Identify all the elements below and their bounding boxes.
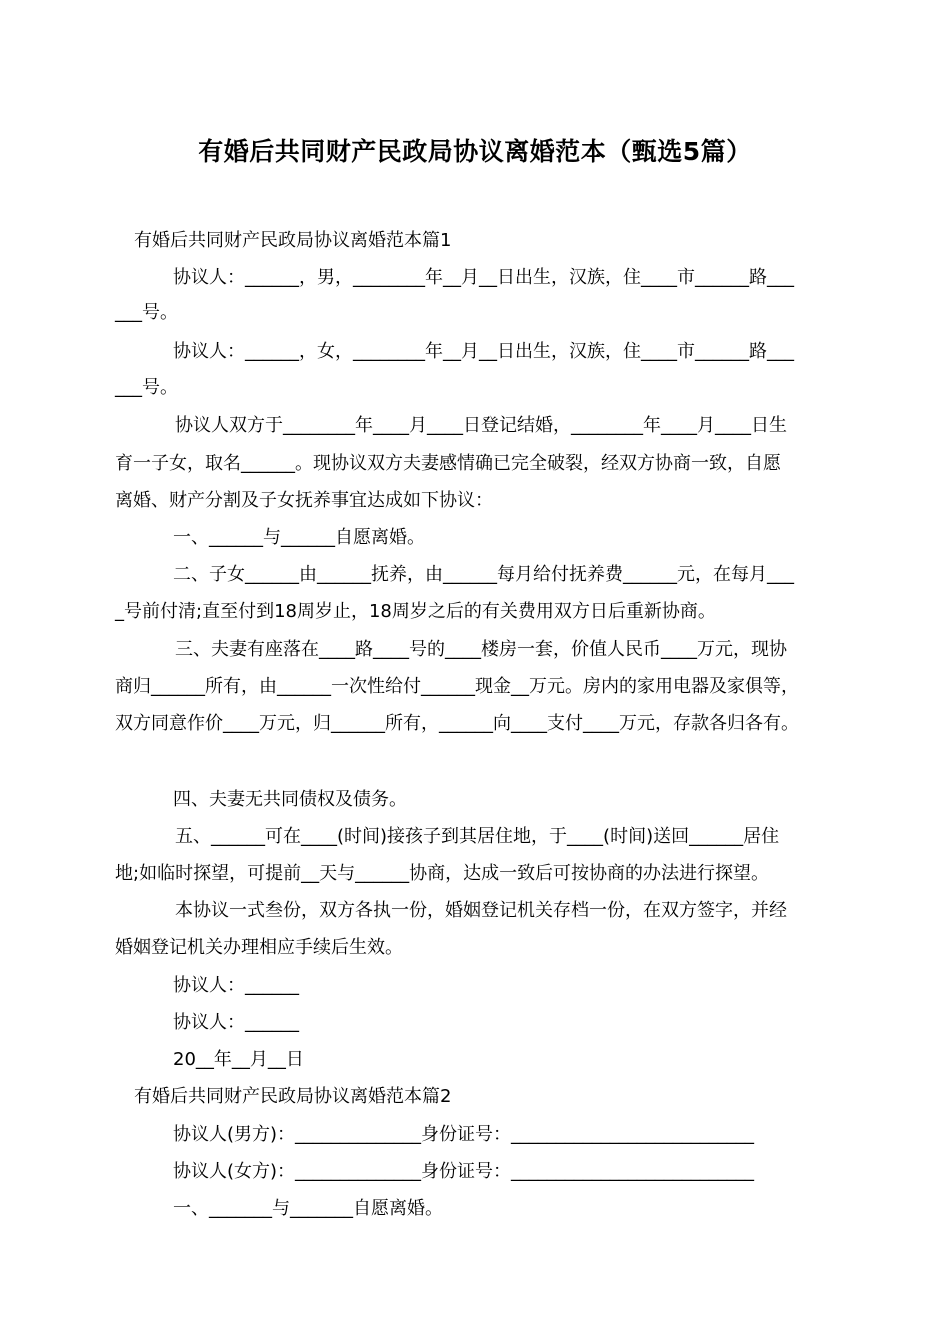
paragraph-line: 协议人：______，女，________年__月__日出生，汉族，住____市______路___ <box>173 341 794 362</box>
paragraph-line: ___号。 <box>115 302 178 323</box>
paragraph-line: 本协议一式叁份，双方各执一份，婚姻登记机关存档一份，在双方签字，并经 <box>175 900 787 921</box>
paragraph-line: 协议人双方于________年____月____日登记结婚，________年____月____日生 <box>175 415 787 436</box>
paragraph-line: 四、夫妻无共同债权及债务。 <box>173 789 407 810</box>
paragraph-line: ___号。 <box>115 377 178 398</box>
paragraph-line: 协议人：______，男，________年__月__日出生，汉族，住____市______路___ <box>173 267 794 288</box>
paragraph-line: 协议人(男方)：______________身份证号：___________________________ <box>173 1124 755 1145</box>
section-heading-1: 有婚后共同财产民政局协议离婚范本篇1 <box>134 230 452 251</box>
paragraph-line: 三、夫妻有座落在____路____号的____楼房一套，价值人民币____万元，现协 <box>175 639 787 660</box>
paragraph-line: 五、______可在____(时间)接孩子到其居住地，于____(时间)送回______居住 <box>175 826 780 847</box>
paragraph-line: 一、______与______自愿离婚。 <box>173 527 425 548</box>
paragraph-line: 育一子女，取名______。现协议双方夫妻感情确已完全破裂，经双方协商一致，自愿 <box>115 453 781 474</box>
paragraph-line: 协议人(女方)：______________身份证号：___________________________ <box>173 1161 755 1182</box>
paragraph-line: 地;如临时探望，可提前__天与______协商，达成一致后可按协商的办法进行探望。 <box>115 863 770 884</box>
paragraph-line: _号前付清;直至付到18周岁止，18周岁之后的有关费用双方日后重新协商。 <box>115 601 716 622</box>
signature-line: 协议人：______ <box>173 1012 299 1033</box>
date-line: 20__年__月__日 <box>173 1049 304 1070</box>
paragraph-line: 离婚、财产分割及子女抚养事宜达成如下协议： <box>115 490 493 511</box>
signature-line: 协议人：______ <box>173 975 299 996</box>
paragraph-line: 婚姻登记机关办理相应手续后生效。 <box>115 937 403 958</box>
paragraph-line: 商归______所有，由______一次性给付______现金__万元。房内的家用电器及家俱等， <box>115 676 799 697</box>
section-heading-2: 有婚后共同财产民政局协议离婚范本篇2 <box>134 1086 452 1107</box>
paragraph-line: 双方同意作价____万元，归______所有，______向____支付____万元，存款各归各有。 <box>115 713 799 734</box>
document-title: 有婚后共同财产民政局协议离婚范本（甄选5篇） <box>198 137 752 166</box>
paragraph-line: 二、子女______由______抚养，由______每月给付抚养费______元，在每月___ <box>173 564 794 585</box>
paragraph-line: 一、_______与_______自愿离婚。 <box>173 1198 443 1219</box>
